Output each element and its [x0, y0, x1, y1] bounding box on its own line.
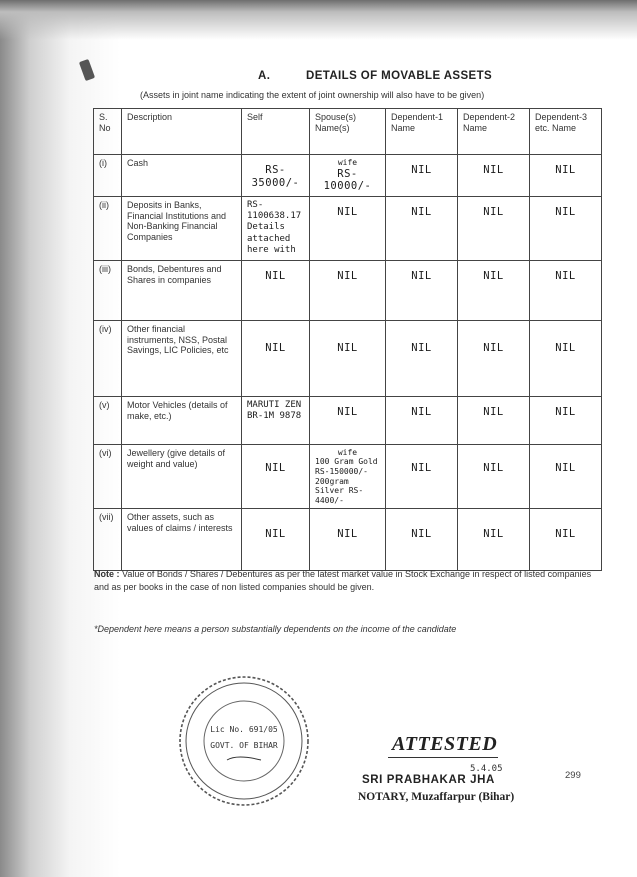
- table-row: [94, 509, 602, 571]
- handwritten-value: NIL: [555, 461, 576, 474]
- section-letter: A.: [258, 70, 271, 82]
- handwritten-label: wife: [337, 447, 358, 457]
- header-dependent-1: Dependent-1 Name: [386, 109, 458, 155]
- row-description: Jewellery (give details of weight and value): [122, 444, 242, 509]
- notary-name: SRI PRABHAKAR JHA: [362, 774, 495, 786]
- row-spouse: [310, 396, 386, 444]
- section-title: DETAILS OF MOVABLE ASSETS: [306, 70, 493, 82]
- row-dependent-2: [458, 396, 530, 444]
- table-row: [94, 260, 602, 320]
- handwritten-value: NIL: [265, 461, 286, 474]
- row-spouse: [310, 320, 386, 396]
- table-row: [94, 320, 602, 396]
- row-dependent-2: [458, 509, 530, 571]
- seal-reg-no: Lic No. 691/05: [210, 725, 278, 734]
- row-dependent-2: [458, 444, 530, 509]
- row-dependent-1: [386, 444, 458, 509]
- handwritten-value: NIL: [483, 269, 504, 282]
- row-sno: (ii): [94, 196, 122, 260]
- row-spouse: [310, 444, 386, 509]
- row-sno: (i): [94, 155, 122, 197]
- row-self: [242, 444, 310, 509]
- row-description: Other financial instruments, NSS, Postal Savings, LIC Policies, etc: [122, 320, 242, 396]
- movable-assets-table: [93, 108, 602, 571]
- row-dependent-1: [386, 396, 458, 444]
- table-row: [94, 396, 602, 444]
- row-self: [242, 396, 310, 444]
- handwritten-value: NIL: [265, 269, 286, 282]
- row-dependent-3: [530, 320, 602, 396]
- handwritten-value: NIL: [555, 341, 576, 354]
- header-dependent-2: Dependent-2 Name: [458, 109, 530, 155]
- handwritten-value: NIL: [337, 528, 358, 541]
- note-text: Value of Bonds / Shares / Debentures as per the latest market value in Stock Exchange in respect of listed companies and as per books in the case of non listed companies should be given.: [94, 569, 592, 593]
- seal-govt: GOVT. OF BIHAR: [210, 741, 278, 750]
- row-sno: (v): [94, 396, 122, 444]
- page-number: 299: [565, 770, 581, 781]
- handwritten-value: NIL: [411, 164, 432, 176]
- handwritten-value: NIL: [411, 461, 432, 474]
- row-dependent-1: [386, 196, 458, 260]
- row-dependent-2: [458, 155, 530, 197]
- section-subtitle: (Assets in joint name indicating the extent of joint ownership will also have to be given): [140, 90, 485, 100]
- handwritten-value: NIL: [483, 341, 504, 354]
- handwritten-value: RS-10000/-: [323, 167, 372, 193]
- table-row: [94, 155, 602, 197]
- handwritten-value: NIL: [337, 405, 358, 418]
- row-sno: (vi): [94, 444, 122, 509]
- handwritten-value: NIL: [483, 528, 504, 541]
- header-sno: S. No: [94, 109, 122, 155]
- row-dependent-1: [386, 509, 458, 571]
- row-spouse: [310, 509, 386, 571]
- attestation-date: 5.4.05: [470, 764, 503, 774]
- handwritten-value: NIL: [337, 205, 358, 218]
- notary-designation: NOTARY, Muzaffarpur (Bihar): [358, 791, 515, 803]
- header-self: Self: [242, 109, 310, 155]
- handwritten-value: MARUTI ZEN BR-1M 9878: [247, 399, 302, 422]
- handwritten-value: NIL: [483, 164, 504, 176]
- row-dependent-1: [386, 260, 458, 320]
- handwritten-value: NIL: [483, 205, 504, 218]
- row-dependent-3: [530, 196, 602, 260]
- handwritten-value: NIL: [555, 528, 576, 541]
- handwritten-value: NIL: [337, 269, 358, 282]
- attested-underline: [388, 757, 498, 758]
- row-dependent-1: [386, 320, 458, 396]
- row-sno: (iv): [94, 320, 122, 396]
- note-label: Note :: [94, 569, 120, 579]
- row-dependent-3: [530, 260, 602, 320]
- header-description: Description: [122, 109, 242, 155]
- row-description: Bonds, Debentures and Shares in companies: [122, 260, 242, 320]
- row-dependent-1: [386, 155, 458, 197]
- row-self: [242, 320, 310, 396]
- market-value-note: [94, 568, 594, 594]
- row-dependent-2: [458, 260, 530, 320]
- handwritten-value: 100 Gram Gold RS-150000/- 200gram Silver RS-4400/-: [315, 457, 378, 505]
- handwritten-value: NIL: [483, 461, 504, 474]
- row-spouse: [310, 196, 386, 260]
- table-header-row: [94, 109, 602, 155]
- row-dependent-3: [530, 444, 602, 509]
- row-spouse: [310, 155, 386, 197]
- handwritten-value: NIL: [411, 341, 432, 354]
- row-self: [242, 155, 310, 197]
- row-sno: (vii): [94, 509, 122, 571]
- notary-seal-icon: [175, 672, 313, 810]
- handwritten-value: NIL: [483, 405, 504, 418]
- handwritten-label: wife: [337, 158, 358, 167]
- handwritten-value: RS-35000/-: [251, 164, 300, 189]
- handwritten-value: NIL: [411, 205, 432, 218]
- attested-stamp: ATTESTED: [392, 733, 498, 755]
- row-description: Motor Vehicles (details of make, etc.): [122, 396, 242, 444]
- section-heading: [258, 70, 492, 82]
- handwritten-value: NIL: [337, 341, 358, 354]
- handwritten-value: NIL: [555, 164, 576, 176]
- row-dependent-2: [458, 320, 530, 396]
- row-description: Deposits in Banks, Financial Institutions and Non-Banking Financial Companies: [122, 196, 242, 260]
- handwritten-value: NIL: [411, 405, 432, 418]
- row-self: [242, 196, 310, 260]
- row-description: Cash: [122, 155, 242, 197]
- row-self: [242, 260, 310, 320]
- row-dependent-3: [530, 155, 602, 197]
- handwritten-value: NIL: [555, 205, 576, 218]
- handwritten-value: RS-1100638.17: [247, 199, 302, 222]
- table-row: [94, 196, 602, 260]
- row-sno: (iii): [94, 260, 122, 320]
- row-dependent-2: [458, 196, 530, 260]
- row-dependent-3: [530, 509, 602, 571]
- row-self: [242, 509, 310, 571]
- binder-mark: [79, 59, 95, 81]
- row-spouse: [310, 260, 386, 320]
- row-description: Other assets, such as values of claims / interests: [122, 509, 242, 571]
- table-row: [94, 444, 602, 509]
- header-dependent-3: Dependent-3 etc. Name: [530, 109, 602, 155]
- handwritten-value: NIL: [265, 341, 286, 354]
- header-spouse: Spouse(s) Name(s): [310, 109, 386, 155]
- row-dependent-3: [530, 396, 602, 444]
- handwritten-value: NIL: [411, 269, 432, 282]
- handwritten-value: NIL: [265, 528, 286, 541]
- handwritten-value: NIL: [555, 405, 576, 418]
- handwritten-value: NIL: [411, 528, 432, 541]
- dependent-definition-note: *Dependent here means a person substantially dependents on the income of the candidate: [94, 624, 457, 634]
- handwritten-note: Details attached here with: [247, 222, 296, 255]
- handwritten-value: NIL: [555, 269, 576, 282]
